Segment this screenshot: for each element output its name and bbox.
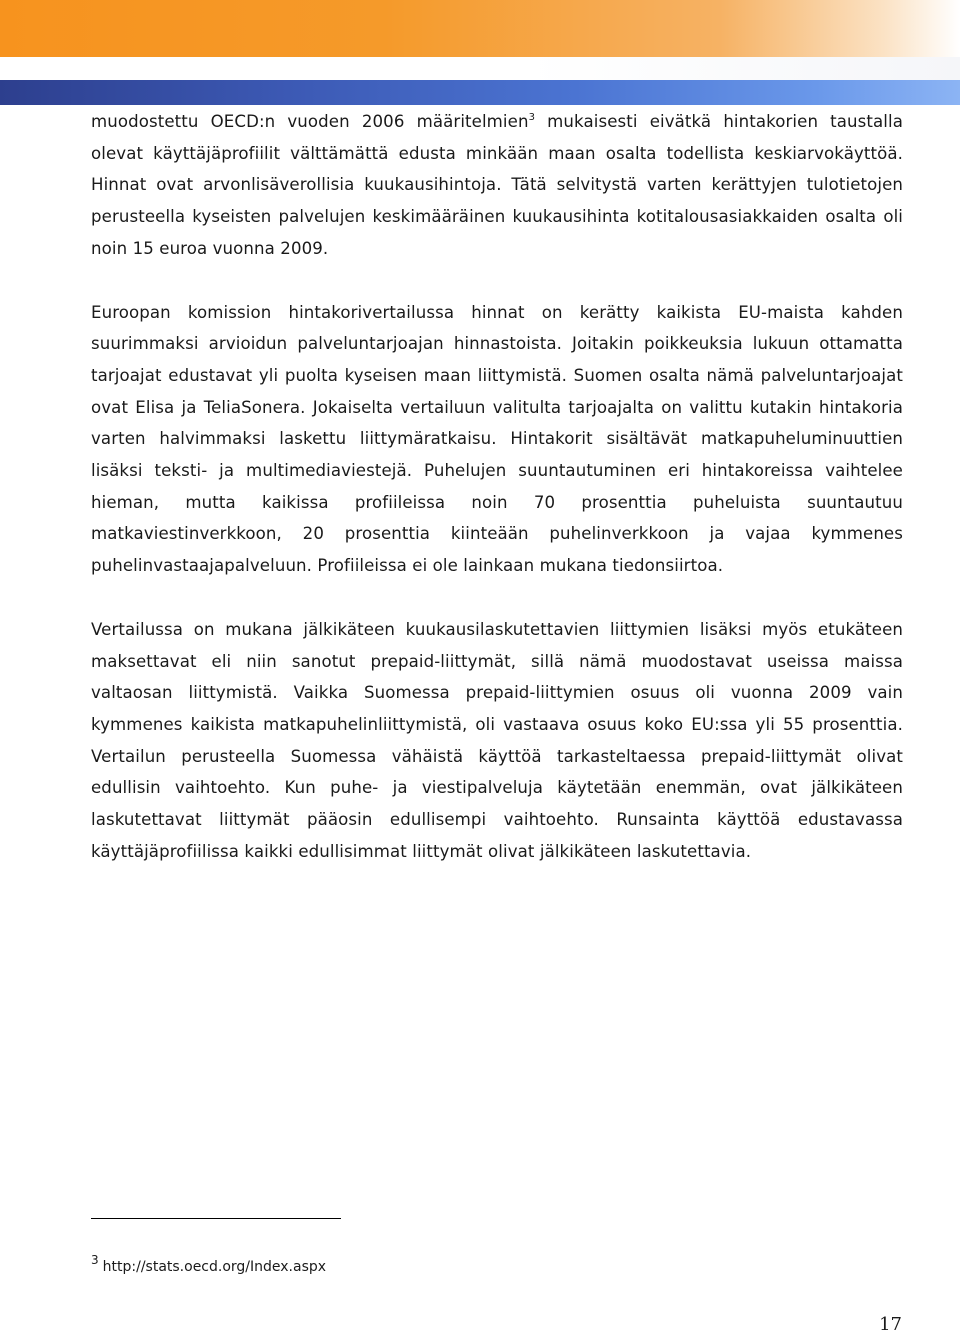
paragraph-1-rest: mukaisesti eivätkä hintakorien taustalla olevat käyttäjäprofiilit välttämättä edusta minkään maan osalta todellista keskiarvokäyttöä. Hinnat ovat arvonlisäverollisia kuukausihintoja. Tätä selvitystä varten kerättyjen tulotietojen perusteella kyseisten palvelujen keskimääräinen kuukausihinta kotitalousasiakkaiden osalta oli noin 15 euroa vuonna 2009. (91, 112, 903, 258)
footnote-link[interactable]: http://stats.oecd.org/Index.aspx (102, 1259, 327, 1275)
footnote-reference[interactable]: 3 (528, 112, 536, 123)
paragraph-1-lead: muodostettu OECD:n vuoden 2006 määritelmien (91, 112, 529, 131)
header-banner-orange (0, 0, 960, 57)
footnote-mark: 3 (91, 1253, 99, 1267)
body-text (91, 106, 903, 899)
paragraph-2: Euroopan komission hintakorivertailussa hinnat on kerätty kaikista EU-maista kahden suurimmaksi arvioidun palveluntarjoajan hinnastoista. Joitakin poikkeuksia lukuun ottamatta tarjoajat edustavat yli puolta kyseisen maan liittymistä. Suomen osalta nämä palveluntarjoajat ovat Elisa ja TeliaSonera. Jokaiselta vertailuun valitulta tarjoajalta on valittu kutakin hintakoria varten halvimmaksi laskettu liittymäratkaisu. Hintakorit sisältävät matkapuheluminuuttien lisäksi teksti- ja multimediaviestejä. Puhelujen suuntautuminen eri hintakoreissa vaihtelee hieman, mutta kaikissa profiileissa noin 70 prosenttia puheluista suuntautuu matkaviestinverkkoon, 20 prosenttia kiinteään puhelinverkkoon ja vajaa kymmenes puhelinvastaajapalveluun. Profiileissa ei ole lainkaan mukana tiedonsiirtoa. (91, 302, 903, 576)
footnote (91, 1250, 326, 1277)
paragraph-1 (91, 106, 903, 265)
page-number: 17 (879, 1314, 902, 1335)
header-banner-blue (0, 80, 960, 105)
footnote-separator (91, 1218, 341, 1219)
paragraph-3: Vertailussa on mukana jälkikäteen kuukausilaskutettavien liittymien lisäksi myös etukäteen maksettavat eli niin sanotut prepaid-liittymät, sillä nämä muodostavat useissa maissa valtaosan liittymistä. Vaikka Suomessa prepaid-liittymien osuus oli vuonna 2009 vain kymmenes kaikista matkapuhelinliittymistä, oli vastaava osuus koko EU:ssa yli 55 prosenttia. Vertailun perusteella Suomessa vähäistä käyttöä tarkasteltaessa prepaid-liittymät olivat edullisin vaihtoehto. Kun puhe- ja viestipalveluja käytetään enemmän, ovat jälkikäteen laskutettavat liittymät pääosin edullisempi vaihtoehto. Runsainta käyttöä edustavassa käyttäjäprofiilissa kaikki edullisimmat liittymät olivat jälkikäteen laskutettavia. (91, 619, 903, 861)
header-banner-spacer (0, 57, 960, 80)
